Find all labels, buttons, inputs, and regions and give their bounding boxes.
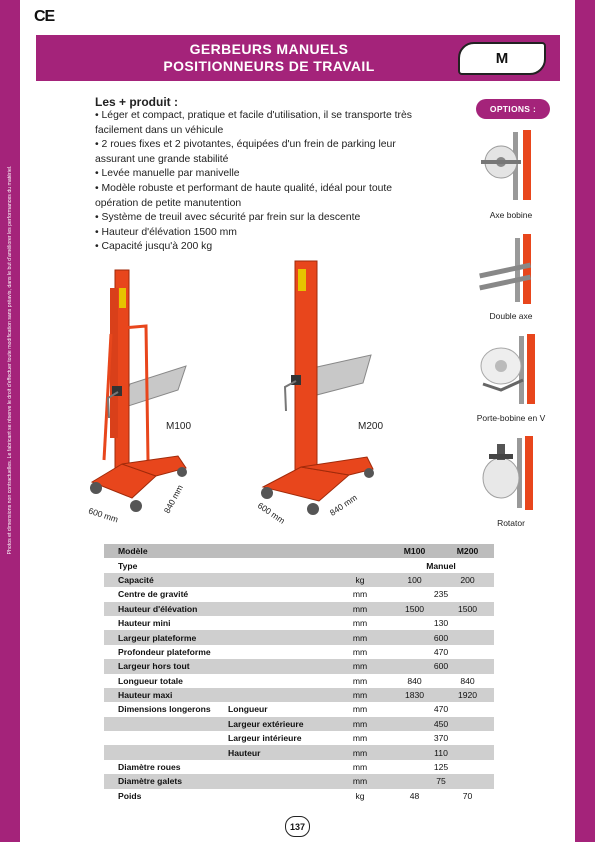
options-badge: OPTIONS :	[476, 99, 550, 119]
dim-width-m200: 600 mm	[255, 500, 287, 526]
right-side-band	[575, 0, 595, 842]
table-row: Hauteur mm 110	[104, 745, 494, 759]
table-row: Hauteur mini mm 130	[118, 618, 449, 629]
double-axis-icon	[479, 232, 549, 307]
table-header-m200: M200	[441, 544, 494, 558]
reel-axis-icon	[479, 128, 549, 203]
v-reel-holder-icon	[479, 332, 549, 407]
table-header-row	[104, 544, 494, 558]
option-label-rotator: Rotator	[497, 518, 525, 528]
category-badge: M	[458, 42, 546, 75]
stacker-m200-image	[255, 255, 400, 525]
page-title-line1: GERBEURS MANUELS	[189, 41, 349, 57]
table-header-m100: M100	[388, 544, 441, 558]
table-row: Centre de gravité mm 235	[118, 589, 449, 600]
dim-width-m100: 600 mm	[87, 505, 120, 525]
dim-depth-m100: 840 mm	[161, 483, 185, 515]
feature-item: • Levée manuelle par manivelle	[95, 168, 240, 180]
table-row: Diamètre galets mm 75	[104, 774, 494, 788]
stacker-m100-image	[82, 268, 232, 518]
dim-depth-m200: 840 mm	[327, 492, 359, 518]
table-row: Diamètre roues mm 125	[118, 762, 449, 773]
table-header-label: Modèle	[104, 544, 332, 558]
table-row: Poids kg 48 70	[118, 790, 473, 801]
table-row: Profondeur plateforme mm 470	[118, 646, 449, 657]
table-row: Longueur totale mm 840 840	[118, 675, 475, 686]
features-list	[95, 109, 435, 255]
disclaimer-vertical	[2, 120, 18, 600]
feature-item: • Modèle robuste et performant de haute qualité, idéal pour toute opération de petite manutention	[95, 182, 393, 209]
option-label-porte-bobine: Porte-bobine en V	[476, 413, 546, 423]
feature-item: • Capacité jusqu'à 200 kg	[95, 241, 213, 253]
table-row: Largeur plateforme mm 600	[104, 630, 494, 644]
feature-item: • Hauteur d'élévation 1500 mm	[95, 226, 237, 238]
table-row: Largeur hors tout mm 600	[104, 659, 494, 673]
table-row: Largeur intérieure mm 370	[228, 733, 449, 744]
rotator-icon	[479, 434, 549, 514]
table-row: Capacité kg 100 200	[104, 573, 494, 587]
feature-item: • Système de treuil avec sécurité par frein sur la descente	[95, 212, 361, 224]
feature-item: • 2 roues fixes et 2 pivotantes, équipées d'un frein de parking leur assurant une grande stabilité	[95, 139, 396, 165]
option-label-axe-bobine: Axe bobine	[489, 210, 533, 220]
table-row: Largeur extérieure mm 450	[104, 717, 494, 731]
features-title: Les + produit :	[95, 95, 179, 109]
table-row: Type Manuel	[118, 560, 456, 571]
specifications-table	[104, 544, 494, 803]
table-row: Dimensions longerons Longueur mm 470	[118, 704, 449, 715]
ce-mark-logo: CE	[34, 8, 55, 25]
product-label-m100: M100	[166, 421, 192, 432]
feature-item: • Léger et compact, pratique et facile d'utilisation, il se transporte très facilement dans un véhicule	[95, 110, 412, 136]
product-label-m200: M200	[358, 421, 384, 432]
page-number: 137	[285, 816, 310, 837]
features-block	[95, 95, 435, 255]
option-label-double-axe: Double axe	[489, 311, 533, 321]
table-row: Hauteur d'élévation mm 1500 1500	[104, 602, 494, 616]
table-row: Hauteur maxi mm 1830 1920	[104, 688, 494, 702]
page-title	[36, 41, 502, 75]
page-title-line2: POSITIONNEURS DE TRAVAIL	[163, 58, 375, 74]
disclaimer-text: Photos et dimensions non contractuelles. Le fabricant se réserve le droit d'effectuer toute modification sans préavis, dans le but d'améliorer les performances du matériel.	[7, 165, 13, 555]
